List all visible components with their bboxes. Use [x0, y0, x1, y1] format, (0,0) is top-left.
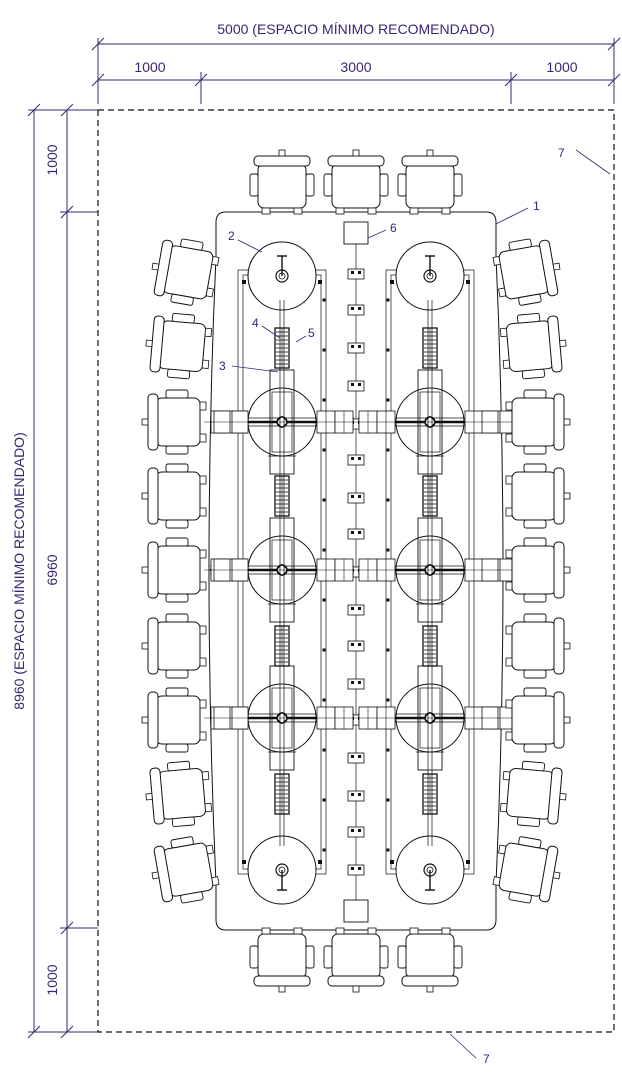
dim-left-top: 1000 — [44, 144, 60, 176]
chair — [506, 614, 570, 678]
chair — [147, 833, 221, 907]
frame-bolt — [387, 649, 390, 652]
chair — [506, 688, 570, 752]
frame-bolt — [323, 599, 326, 602]
frame-bolt — [323, 649, 326, 652]
end-wheel — [396, 242, 464, 310]
frame-bolt — [387, 599, 390, 602]
center-block — [348, 529, 364, 539]
frame-bolt — [242, 860, 246, 864]
center-block — [348, 343, 364, 353]
dim-left-total: 8960 (ESPACIO MÍNIMO RECOMENDADO) — [11, 432, 27, 710]
chair — [142, 464, 206, 528]
dim-left-center: 6960 — [44, 554, 60, 586]
left-dimensions — [11, 104, 98, 1038]
chair — [143, 311, 212, 380]
end-wheel — [248, 242, 316, 310]
frame-bolt — [387, 749, 390, 752]
cart — [275, 774, 289, 814]
frame-bolt — [466, 860, 470, 864]
top-dimensions — [92, 21, 620, 104]
chair — [142, 390, 206, 454]
end-wheel — [396, 836, 464, 904]
chair — [398, 150, 462, 214]
callout-2: 2 — [228, 229, 235, 243]
cart — [423, 626, 437, 666]
frame-bolt — [387, 699, 390, 702]
dim-top-right: 1000 — [546, 59, 578, 75]
chair — [147, 235, 221, 309]
callout-3: 3 — [219, 359, 226, 373]
frame-bolt — [390, 860, 394, 864]
frame-bolt — [242, 280, 246, 284]
chair — [491, 833, 565, 907]
dim-top-total: 5000 (ESPACIO MÍNIMO RECOMENDADO) — [217, 21, 495, 37]
frame-bolt — [387, 549, 390, 552]
callout-4: 4 — [252, 316, 259, 330]
chair — [250, 928, 314, 992]
chair — [142, 614, 206, 678]
chair — [250, 150, 314, 214]
frame-bolt — [387, 799, 390, 802]
frame-bolt — [387, 299, 390, 302]
frame-bolt — [387, 499, 390, 502]
dim-top-center: 3000 — [340, 59, 372, 75]
chair — [143, 760, 212, 829]
center-block — [348, 679, 364, 689]
frame-bolt — [323, 349, 326, 352]
frame-bolt — [323, 699, 326, 702]
chair — [499, 760, 568, 829]
cart — [275, 626, 289, 666]
frame-bolt — [323, 449, 326, 452]
frame-bolt — [390, 280, 394, 284]
frame-bolt — [318, 860, 322, 864]
center-block — [348, 455, 364, 465]
frame-bolt — [323, 849, 326, 852]
cart — [423, 774, 437, 814]
frame-bolt — [323, 749, 326, 752]
center-block — [348, 493, 364, 503]
frame-bolt — [387, 349, 390, 352]
dim-top-left: 1000 — [134, 59, 166, 75]
chair — [324, 150, 388, 214]
chair — [491, 235, 565, 309]
callout-7-top: 7 — [558, 146, 565, 160]
center-block — [348, 305, 364, 315]
frame-bolt — [387, 399, 390, 402]
callout-1: 1 — [533, 199, 540, 213]
center-block — [348, 827, 364, 837]
frame-bolt — [323, 499, 326, 502]
chair — [398, 928, 462, 992]
center-block — [348, 269, 364, 279]
center-block — [348, 791, 364, 801]
chair — [506, 538, 570, 602]
end-wheel — [248, 836, 316, 904]
center-block — [348, 865, 364, 875]
frame-bolt — [323, 299, 326, 302]
frame-bolt — [387, 449, 390, 452]
cart — [423, 476, 437, 516]
center-block-large — [344, 222, 368, 244]
chair — [499, 311, 568, 380]
cart — [275, 476, 289, 516]
chair — [506, 390, 570, 454]
center-block — [348, 641, 364, 651]
chair — [142, 688, 206, 752]
center-block — [348, 753, 364, 763]
callout-7-bottom: 7 — [483, 1052, 490, 1066]
frame-bolt — [323, 799, 326, 802]
frame-bolt — [318, 280, 322, 284]
chair — [324, 928, 388, 992]
center-block — [348, 381, 364, 391]
center-block — [348, 605, 364, 615]
cart — [275, 328, 289, 368]
center-block-large — [344, 900, 368, 922]
callout-5: 5 — [308, 326, 315, 340]
dim-left-bottom: 1000 — [44, 964, 60, 996]
frame-bolt — [466, 280, 470, 284]
chair — [142, 538, 206, 602]
frame-bolt — [323, 399, 326, 402]
frame-bolt — [323, 549, 326, 552]
cart — [423, 328, 437, 368]
callout-6: 6 — [390, 221, 397, 235]
frame-bolt — [387, 849, 390, 852]
chair — [506, 464, 570, 528]
